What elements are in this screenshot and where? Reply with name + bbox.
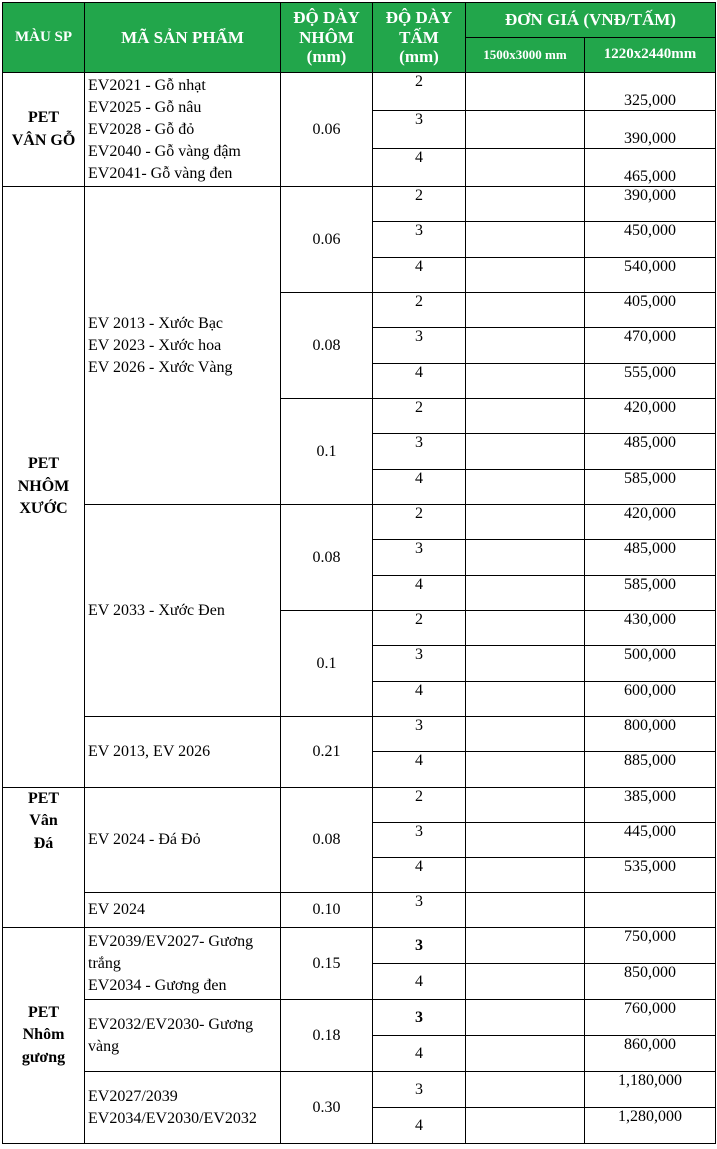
price-1220x2440: 430,000: [585, 611, 716, 646]
price-1500x3000: [466, 964, 585, 1000]
price-1220x2440: 420,000: [585, 505, 716, 540]
price-1500x3000: [466, 399, 585, 434]
price-1220x2440: 1,280,000: [585, 1108, 716, 1144]
price-1220x2440: 325,000: [585, 73, 716, 111]
price-1220x2440: 390,000: [585, 187, 716, 222]
panel-thickness-value: 2: [373, 399, 466, 434]
table-row: [3, 187, 716, 222]
price-table: [2, 2, 716, 1144]
product-color-label: PET VÂN GỖ: [3, 73, 85, 187]
header-panel-thickness: ĐỘ DÀY TẤM (mm): [373, 3, 466, 73]
aluminum-thickness-value: 0.1: [281, 611, 373, 717]
price-1220x2440: 405,000: [585, 293, 716, 328]
aluminum-thickness-value: 0.08: [281, 293, 373, 399]
aluminum-thickness-value: 0.06: [281, 187, 373, 293]
table-row: [3, 1072, 716, 1108]
price-1500x3000: [466, 1000, 585, 1036]
price-1220x2440: 465,000: [585, 149, 716, 187]
product-codes: EV 2013 - Xước Bạc EV 2023 - Xước hoa EV 2026 - Xước Vàng: [85, 187, 281, 505]
price-1500x3000: [466, 434, 585, 470]
table-row: [3, 1000, 716, 1036]
price-1500x3000: [466, 364, 585, 399]
table-row: [3, 788, 716, 823]
table-row: [3, 928, 716, 964]
price-1500x3000: [466, 187, 585, 222]
panel-thickness-value: 2: [373, 788, 466, 823]
price-1220x2440: 535,000: [585, 858, 716, 893]
price-1500x3000: [466, 823, 585, 858]
price-1220x2440: 420,000: [585, 399, 716, 434]
panel-thickness-value: 3: [373, 111, 466, 149]
panel-thickness-value: 2: [373, 73, 466, 111]
panel-thickness-value: 3: [373, 1000, 466, 1036]
header-product-code: MÃ SẢN PHẨM: [85, 3, 281, 73]
price-1220x2440: 540,000: [585, 258, 716, 293]
header-unit-price: ĐƠN GIÁ (VNĐ/TẤM): [466, 3, 716, 38]
product-color-label: PET Nhôm gương: [3, 928, 85, 1144]
price-1500x3000: [466, 611, 585, 646]
panel-thickness-value: 4: [373, 470, 466, 505]
panel-thickness-value: 2: [373, 505, 466, 540]
price-1500x3000: [466, 149, 585, 187]
aluminum-thickness-value: 0.08: [281, 788, 373, 893]
panel-thickness-value: 4: [373, 752, 466, 788]
price-1220x2440: 485,000: [585, 434, 716, 470]
price-1500x3000: [466, 717, 585, 752]
price-1220x2440: 1,180,000: [585, 1072, 716, 1108]
price-1500x3000: [466, 682, 585, 717]
panel-thickness-value: 2: [373, 293, 466, 328]
price-1220x2440: 500,000: [585, 646, 716, 682]
price-1220x2440: 800,000: [585, 717, 716, 752]
header-size-1220x2440: 1220x2440mm: [585, 38, 716, 73]
aluminum-thickness-value: 0.18: [281, 1000, 373, 1072]
product-codes: EV 2024: [85, 893, 281, 928]
product-codes: EV2039/EV2027- Gương trắng EV2034 - Gương đen: [85, 928, 281, 1000]
table-row: [3, 893, 716, 928]
panel-thickness-value: 4: [373, 1036, 466, 1072]
price-1500x3000: [466, 1108, 585, 1144]
price-1500x3000: [466, 222, 585, 258]
price-1220x2440: 850,000: [585, 964, 716, 1000]
header-color: MÀU SP: [3, 3, 85, 73]
price-1500x3000: [466, 752, 585, 788]
panel-thickness-value: 3: [373, 434, 466, 470]
price-1220x2440: 555,000: [585, 364, 716, 399]
panel-thickness-value: 3: [373, 222, 466, 258]
price-1500x3000: [466, 540, 585, 576]
aluminum-thickness-value: 0.21: [281, 717, 373, 788]
price-1500x3000: [466, 576, 585, 611]
aluminum-thickness-value: 0.06: [281, 73, 373, 187]
panel-thickness-value: 4: [373, 576, 466, 611]
panel-thickness-value: 2: [373, 611, 466, 646]
panel-thickness-value: 4: [373, 364, 466, 399]
price-1500x3000: [466, 1036, 585, 1072]
price-1220x2440: 390,000: [585, 111, 716, 149]
table-row: [3, 505, 716, 540]
panel-thickness-value: 4: [373, 964, 466, 1000]
product-codes: EV 2024 - Đá Đỏ: [85, 788, 281, 893]
price-1500x3000: [466, 470, 585, 505]
price-1220x2440: 750,000: [585, 928, 716, 964]
price-1500x3000: [466, 858, 585, 893]
panel-thickness-value: 4: [373, 149, 466, 187]
product-color-label: PET Vân Đá: [3, 788, 85, 928]
panel-thickness-value: 2: [373, 187, 466, 222]
product-codes: EV 2013, EV 2026: [85, 717, 281, 788]
price-1220x2440: 585,000: [585, 576, 716, 611]
table-body: [3, 73, 716, 1144]
price-1500x3000: [466, 258, 585, 293]
price-1220x2440: 585,000: [585, 470, 716, 505]
product-codes: EV 2033 - Xước Đen: [85, 505, 281, 717]
price-1500x3000: [466, 505, 585, 540]
price-1500x3000: [466, 928, 585, 964]
panel-thickness-value: 3: [373, 328, 466, 364]
panel-thickness-value: 4: [373, 258, 466, 293]
product-color-label: PET NHÔM XƯỚC: [3, 187, 85, 788]
panel-thickness-value: 4: [373, 682, 466, 717]
header-aluminum-thickness: ĐỘ DÀY NHÔM (mm): [281, 3, 373, 73]
panel-thickness-value: 4: [373, 1108, 466, 1144]
panel-thickness-value: 3: [373, 540, 466, 576]
price-1500x3000: [466, 646, 585, 682]
price-1500x3000: [466, 1072, 585, 1108]
aluminum-thickness-value: 0.15: [281, 928, 373, 1000]
panel-thickness-value: 4: [373, 858, 466, 893]
panel-thickness-value: 3: [373, 1072, 466, 1108]
price-1220x2440: 760,000: [585, 1000, 716, 1036]
aluminum-thickness-value: 0.10: [281, 893, 373, 928]
price-1220x2440: 600,000: [585, 682, 716, 717]
price-1500x3000: [466, 788, 585, 823]
price-1220x2440: 885,000: [585, 752, 716, 788]
price-1220x2440: 450,000: [585, 222, 716, 258]
product-codes: EV2032/EV2030- Gương vàng: [85, 1000, 281, 1072]
table-row: [3, 73, 716, 111]
price-1220x2440: 385,000: [585, 788, 716, 823]
panel-thickness-value: 3: [373, 717, 466, 752]
price-1500x3000: [466, 328, 585, 364]
header-size-1500x3000: 1500x3000 mm: [466, 38, 585, 73]
panel-thickness-value: 3: [373, 893, 466, 928]
price-1500x3000: [466, 73, 585, 111]
product-codes: EV2021 - Gỗ nhạt EV2025 - Gỗ nâu EV2028 - Gỗ đỏ EV2040 - Gỗ vàng đậm EV2041- Gỗ vàng đen: [85, 73, 281, 187]
price-1220x2440: 470,000: [585, 328, 716, 364]
price-1220x2440: 860,000: [585, 1036, 716, 1072]
aluminum-thickness-value: 0.08: [281, 505, 373, 611]
aluminum-thickness-value: 0.30: [281, 1072, 373, 1144]
panel-thickness-value: 3: [373, 928, 466, 964]
product-codes: EV2027/2039 EV2034/EV2030/EV2032: [85, 1072, 281, 1144]
panel-thickness-value: 3: [373, 646, 466, 682]
price-1500x3000: [466, 893, 585, 928]
price-1220x2440: 445,000: [585, 823, 716, 858]
table-row: [3, 717, 716, 752]
price-1220x2440: 485,000: [585, 540, 716, 576]
panel-thickness-value: 3: [373, 823, 466, 858]
price-1500x3000: [466, 293, 585, 328]
aluminum-thickness-value: 0.1: [281, 399, 373, 505]
price-1500x3000: [466, 111, 585, 149]
price-1220x2440: [585, 893, 716, 928]
